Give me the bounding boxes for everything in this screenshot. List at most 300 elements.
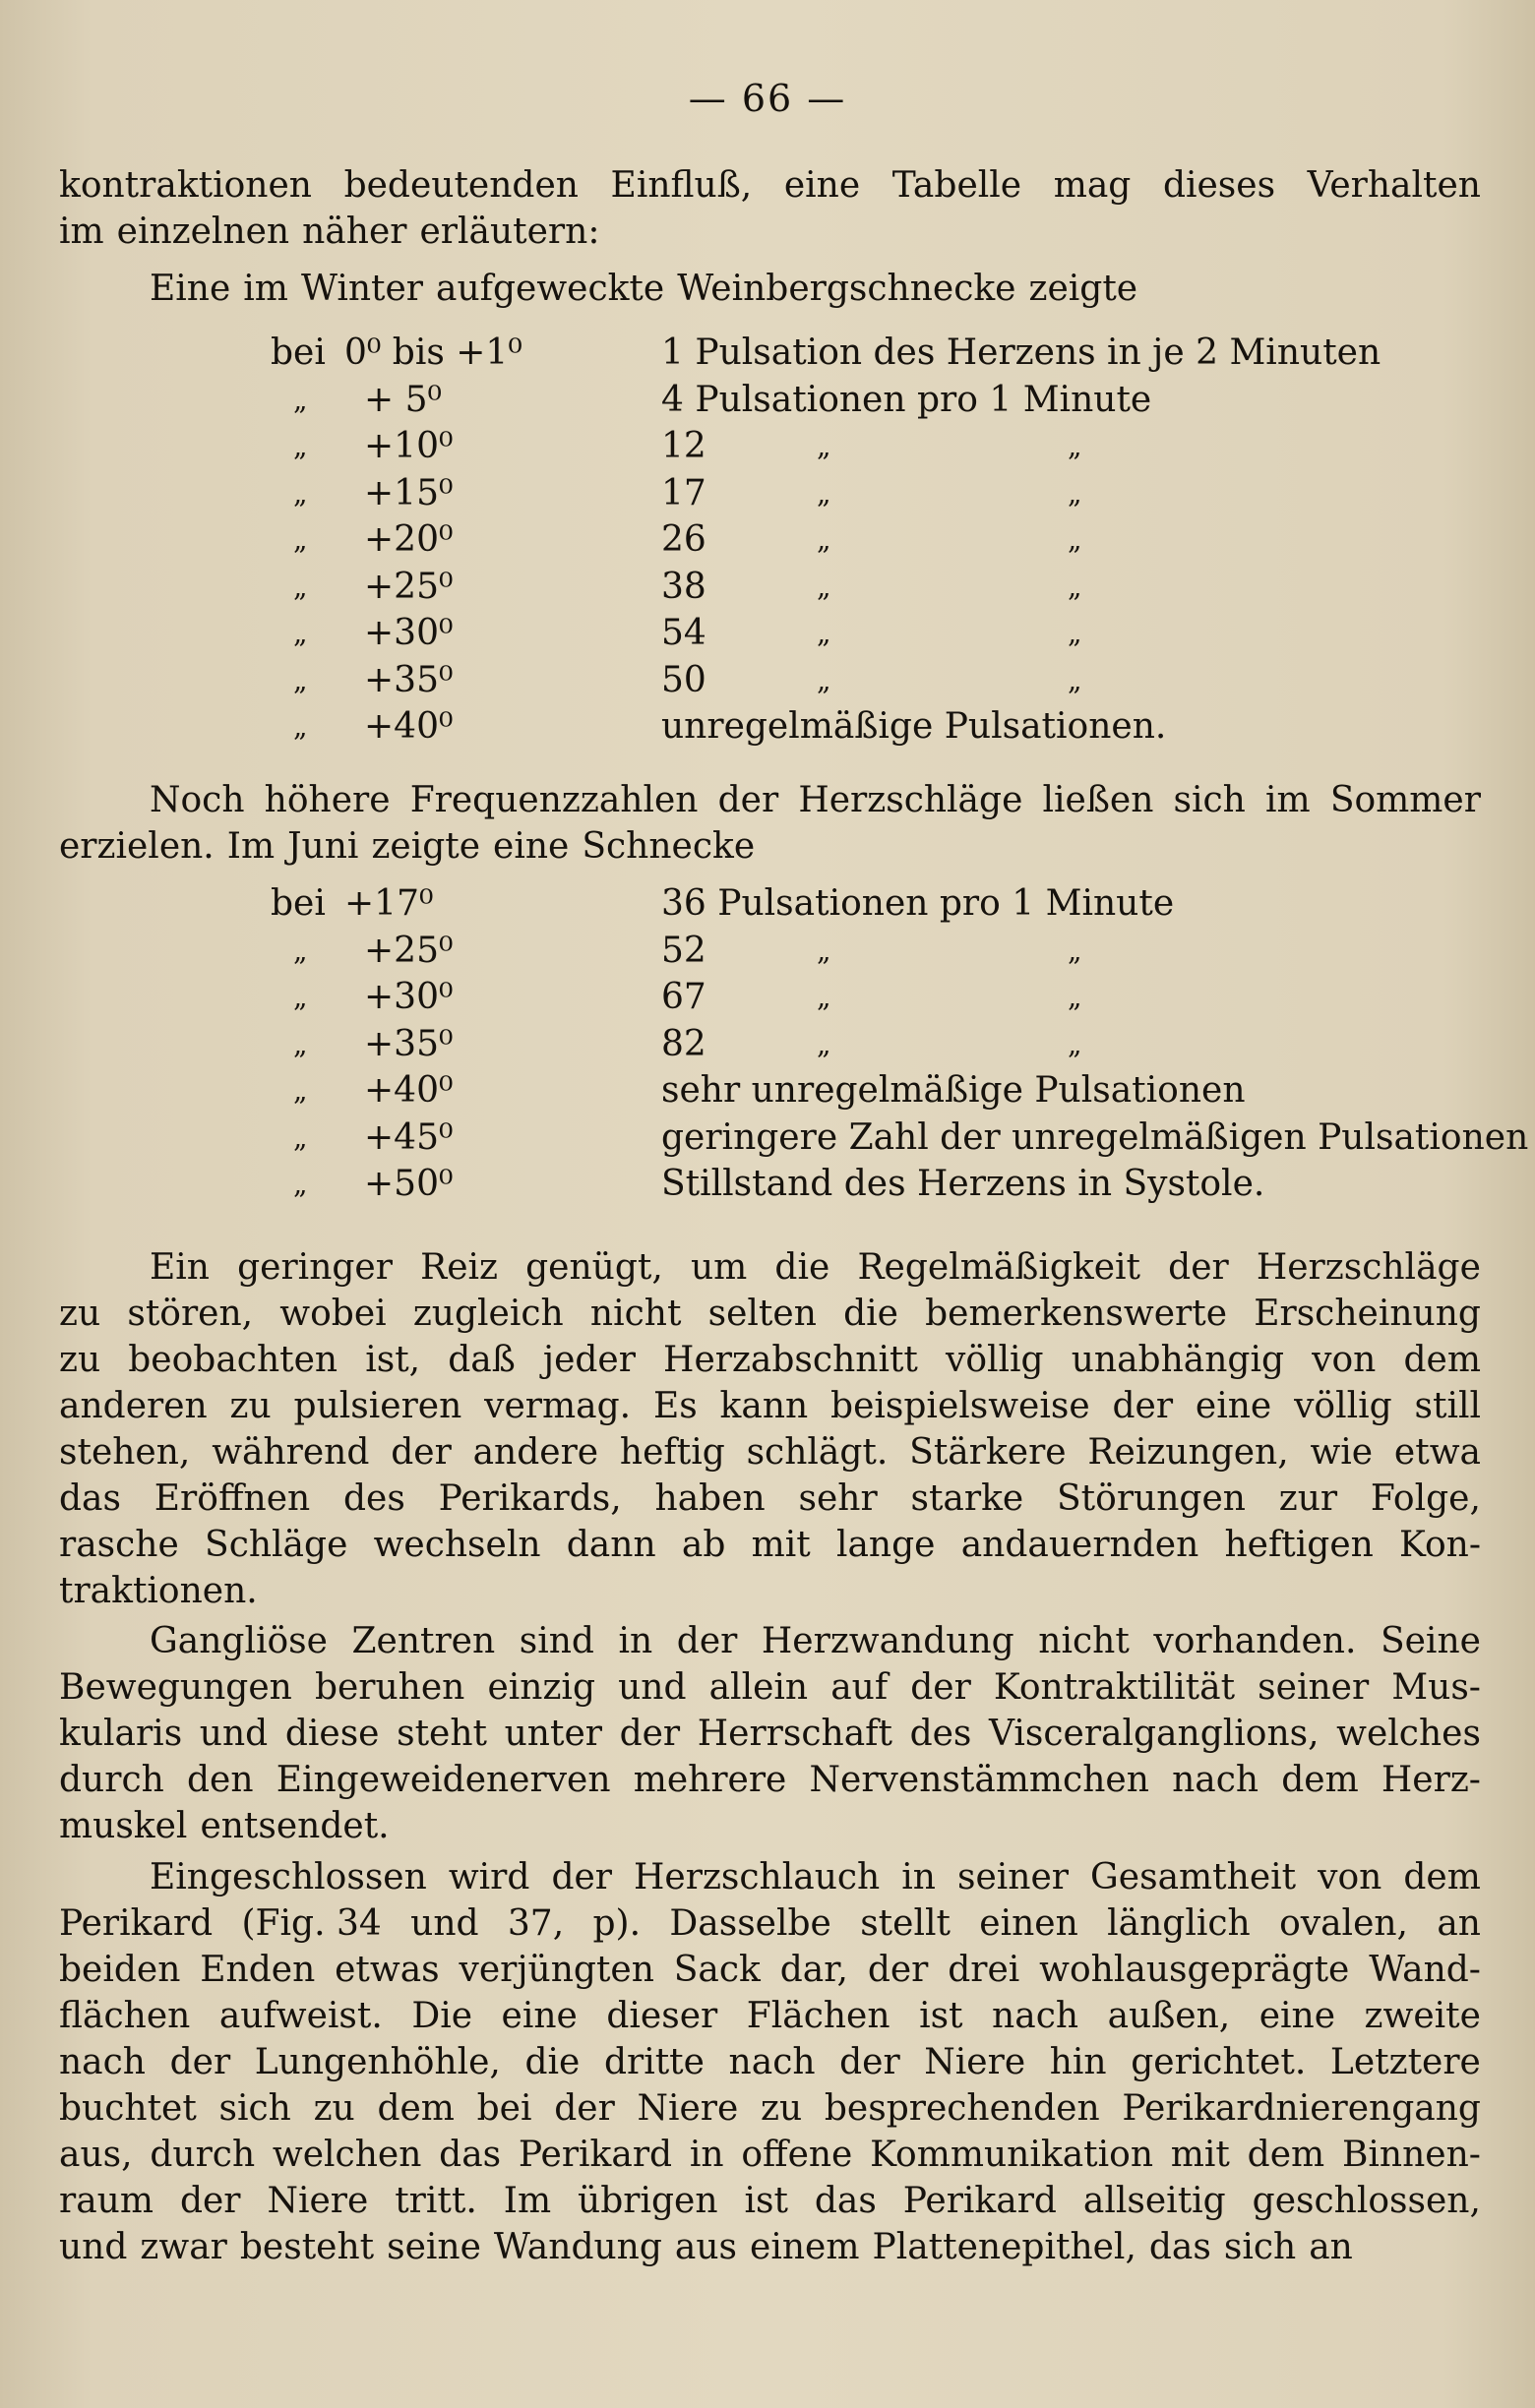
word: Reizungen, <box>1087 1432 1289 1473</box>
text-line <box>59 1522 1481 1568</box>
word: aus <box>674 2227 738 2267</box>
word: des <box>343 1478 405 1519</box>
word: zu <box>59 1340 101 1380</box>
summer-intro <box>59 777 1481 870</box>
word: Erscheinung <box>1254 1294 1481 1334</box>
text-line <box>59 1337 1481 1383</box>
word: heftigen <box>1224 1525 1374 1565</box>
winter-intro <box>59 266 1481 312</box>
word: Eingeweidenerven <box>276 1760 611 1800</box>
word: unabhängig <box>1071 1340 1285 1380</box>
word: zeigte <box>1028 269 1138 309</box>
word: der <box>839 2042 900 2082</box>
word: wobei <box>279 1294 387 1334</box>
word: (Fig. 34 <box>241 1903 382 1944</box>
word: Die <box>411 1996 473 2036</box>
table-row <box>0 974 1476 1020</box>
word: p). <box>592 1903 642 1944</box>
table-row <box>0 1021 1476 1067</box>
word: Herzschlauch <box>634 1857 881 1897</box>
word: zu <box>761 2088 803 2129</box>
text-line <box>59 1900 1481 1947</box>
word: stören, <box>127 1294 254 1334</box>
word: Winter <box>300 269 424 309</box>
pulse-rate: 38 <box>661 566 706 607</box>
table-row <box>0 703 1476 750</box>
word: in <box>901 1857 936 1897</box>
word: zu <box>313 2088 355 2129</box>
word: erzielen. <box>59 826 215 867</box>
word: wie <box>1310 1432 1374 1473</box>
word: das <box>439 2135 502 2175</box>
word: Wandung <box>493 2227 662 2267</box>
word: den <box>186 1760 254 1800</box>
word: starke <box>910 1478 1024 1519</box>
word: Noch <box>150 780 245 820</box>
page-number: — 66 — <box>688 77 847 120</box>
text-line <box>59 1568 1481 1614</box>
text-line <box>59 2085 1481 2132</box>
word: seine <box>387 2227 481 2267</box>
temperature: +25⁰ <box>364 930 454 971</box>
text-line <box>59 1803 1481 1849</box>
word: nach <box>1172 1760 1259 1800</box>
word: beispielsweise <box>830 1386 1090 1426</box>
word: kularis <box>59 1714 183 1754</box>
word: hin <box>1049 2042 1107 2082</box>
text-line <box>59 266 1481 312</box>
word: Herzabschnitt <box>663 1340 918 1380</box>
pulse-rate: 1 Pulsation des Herzens in je 2 Minuten <box>661 332 1382 373</box>
word: nach <box>728 2042 816 2082</box>
word: Nervenstämmchen <box>809 1760 1149 1800</box>
word: anderen <box>59 1386 208 1426</box>
word: bei <box>476 2088 532 2129</box>
word: jeder <box>542 1340 636 1380</box>
text-line <box>59 1757 1481 1803</box>
word: dem <box>1281 1760 1359 1800</box>
word: eine <box>1259 1996 1336 2036</box>
word: und <box>410 1903 479 1944</box>
word: Niere <box>924 2042 1026 2082</box>
word: zwar <box>140 2227 227 2267</box>
word: Eine <box>150 269 231 309</box>
word: durch <box>59 1760 164 1800</box>
word: Perikard <box>518 2135 673 2175</box>
word: Im <box>503 2181 552 2221</box>
word: flächen <box>59 1996 191 2036</box>
word: Flächen <box>746 1996 890 2036</box>
word: zugleich <box>412 1294 564 1334</box>
word: sich <box>218 2088 291 2129</box>
word: einzelnen <box>116 211 290 252</box>
word: stellt <box>860 1903 951 1944</box>
text-line <box>59 1664 1481 1711</box>
word: der <box>1112 1386 1174 1426</box>
word: aufgeweckte <box>436 269 665 309</box>
word: dritte <box>603 2042 705 2082</box>
word: Mus- <box>1391 1667 1481 1708</box>
text-line <box>59 2132 1481 2178</box>
table-row <box>0 330 1476 376</box>
word: Eingeschlossen <box>150 1857 427 1897</box>
word: zeigte <box>371 826 481 867</box>
text-line <box>59 1618 1481 1664</box>
word: vorhanden. <box>1153 1621 1357 1661</box>
word: Kon- <box>1399 1525 1481 1565</box>
word: Es <box>652 1386 698 1426</box>
paragraph-ganglien <box>59 1618 1481 1849</box>
word: Gesamtheit <box>1090 1857 1297 1897</box>
word: still <box>1414 1386 1481 1426</box>
temperature: +50⁰ <box>364 1164 454 1204</box>
pulse-rate: 82 <box>661 1023 706 1064</box>
word: einzig <box>487 1667 595 1708</box>
table-row <box>0 1114 1529 1161</box>
ditto-mark: „ <box>1068 617 1082 649</box>
ditto-mark: „ <box>1068 523 1082 556</box>
pulse-rate: unregelmäßige Pulsationen. <box>661 706 1167 747</box>
word: 37, <box>507 1903 565 1944</box>
text-line <box>59 823 1481 870</box>
word: kontraktionen <box>59 165 312 206</box>
temperature: + 5⁰ <box>364 379 442 420</box>
row-prefix: bei <box>271 883 326 924</box>
word: Herrschaft <box>697 1714 892 1754</box>
pulse-rate: sehr unregelmäßige Pulsationen <box>661 1070 1246 1111</box>
text-line <box>59 1475 1481 1522</box>
text-line <box>59 2178 1481 2224</box>
word: Lungenhöhle, <box>254 2042 501 2082</box>
word: aus, <box>59 2135 133 2175</box>
word: und <box>618 1667 687 1708</box>
word: geringer <box>237 1247 393 1288</box>
row-prefix: „ <box>293 1120 308 1154</box>
word: ist <box>919 1996 963 2036</box>
pulse-rate: 17 <box>661 472 706 513</box>
word: Verhalten <box>1307 165 1481 206</box>
word: völlig <box>1294 1386 1392 1426</box>
word: dann <box>566 1525 656 1565</box>
word: der <box>554 2088 615 2129</box>
word: und <box>199 1714 269 1754</box>
word: in <box>618 1621 653 1661</box>
word: drei <box>948 1950 1020 1990</box>
text-line <box>59 1854 1481 1900</box>
text-line <box>59 1383 1481 1429</box>
word: außen, <box>1107 1996 1231 2036</box>
word: dem <box>377 2088 455 2129</box>
pulse-rate: 4 Pulsationen pro 1 Minute <box>661 379 1152 420</box>
word: länglich <box>1107 1903 1251 1944</box>
word: Wand- <box>1369 1950 1481 1990</box>
word: der <box>867 1950 929 1990</box>
word: Herz- <box>1381 1760 1481 1800</box>
pulse-rate: Stillstand des Herzens in Systole. <box>661 1164 1265 1204</box>
row-prefix: „ <box>293 1027 308 1060</box>
word: beruhen <box>314 1667 465 1708</box>
word: nicht <box>589 1294 682 1334</box>
word: Zentren <box>351 1621 496 1661</box>
word: ovalen, <box>1279 1903 1408 1944</box>
word: Perikards, <box>438 1478 622 1519</box>
ditto-mark: „ <box>817 663 831 696</box>
word: genügt, <box>525 1247 663 1288</box>
table-row <box>0 1067 1476 1114</box>
word: raum <box>59 2181 154 2221</box>
word: Regelmäßigkeit <box>857 1247 1141 1288</box>
word: bemerkenswerte <box>925 1294 1228 1334</box>
row-prefix: „ <box>293 981 308 1013</box>
word: von <box>1312 1340 1377 1380</box>
word: Folge, <box>1370 1478 1481 1519</box>
word: Gangliöse <box>150 1621 328 1661</box>
word: einen <box>979 1903 1078 1944</box>
pulse-rate: 36 Pulsationen pro 1 Minute <box>661 883 1175 924</box>
word: der <box>910 1667 971 1708</box>
word: an <box>1309 2227 1353 2267</box>
word: zu <box>59 1294 101 1334</box>
word: Tabelle <box>891 165 1022 206</box>
word: erläutern: <box>419 211 600 252</box>
word: besteht <box>239 2227 375 2267</box>
table-row <box>0 423 1476 469</box>
row-prefix: „ <box>293 523 308 556</box>
word: des <box>909 1714 972 1754</box>
word: stehen, <box>59 1432 191 1473</box>
row-prefix: bei <box>271 332 326 373</box>
word: dem <box>1247 2135 1325 2175</box>
word: entsendet. <box>200 1806 390 1846</box>
word: wohlausgeprägte <box>1039 1950 1350 1990</box>
row-prefix: „ <box>293 570 308 603</box>
word: die <box>524 2042 581 2082</box>
word: geschlossen, <box>1252 2181 1481 2221</box>
temperature: 0⁰ bis +1⁰ <box>344 332 522 373</box>
word: der <box>551 1857 612 1897</box>
word: die <box>843 1294 898 1334</box>
word: traktionen. <box>59 1571 258 1611</box>
word: ab <box>681 1525 726 1565</box>
temperature: +10⁰ <box>364 426 454 466</box>
ditto-mark: „ <box>817 523 831 556</box>
temperature: +45⁰ <box>364 1116 454 1158</box>
word: in <box>689 2135 724 2175</box>
row-prefix: „ <box>293 1074 308 1107</box>
word: an <box>1437 1903 1481 1944</box>
row-prefix: „ <box>293 1168 308 1200</box>
word: etwas <box>335 1950 440 1990</box>
table-row <box>0 377 1476 423</box>
text-line <box>59 209 1481 255</box>
word: sich <box>1173 780 1246 820</box>
word: Störungen <box>1057 1478 1246 1519</box>
word: unter <box>504 1714 602 1754</box>
word: welchen <box>272 2135 422 2175</box>
row-prefix: „ <box>293 430 308 462</box>
word: ließen <box>1042 780 1154 820</box>
word: Im <box>226 826 276 867</box>
word: Schnecke <box>582 826 756 867</box>
word: näher <box>302 211 407 252</box>
word: welches <box>1336 1714 1481 1754</box>
text-line <box>59 1244 1481 1291</box>
word: Visceralganglions, <box>989 1714 1320 1754</box>
word: andauernden <box>960 1525 1199 1565</box>
text-line <box>59 2039 1481 2085</box>
word: aufweist. <box>218 1996 383 2036</box>
ditto-mark: „ <box>1068 663 1082 696</box>
temperature: +30⁰ <box>364 977 454 1017</box>
word: wird <box>448 1857 530 1897</box>
word: das <box>59 1478 121 1519</box>
temperature: +25⁰ <box>364 566 454 607</box>
temperature: +40⁰ <box>364 1070 454 1111</box>
word: steht <box>397 1714 487 1754</box>
ditto-mark: „ <box>817 430 831 462</box>
word: der <box>391 1432 452 1473</box>
ditto-mark: „ <box>1068 476 1082 510</box>
word: Perikardnierengang <box>1122 2088 1481 2129</box>
paragraph-reiz <box>59 1244 1481 1614</box>
word: dem <box>1403 1340 1481 1380</box>
word: dieses <box>1162 165 1276 206</box>
ditto-mark: „ <box>1068 1027 1082 1060</box>
word: im <box>1265 780 1311 820</box>
word: höhere <box>264 780 391 820</box>
word: schlägt. <box>746 1432 889 1473</box>
word: Sommer <box>1329 780 1481 820</box>
word: sehr <box>798 1478 878 1519</box>
word: mit <box>1170 2135 1230 2175</box>
table-row <box>0 564 1476 610</box>
word: im <box>59 211 104 252</box>
word: Frequenzzahlen <box>409 780 699 820</box>
word: sich <box>1223 2227 1297 2267</box>
word: Kommunikation <box>870 2135 1154 2175</box>
word: dem <box>1403 1857 1481 1897</box>
word: rasche <box>59 1525 179 1565</box>
ditto-mark: „ <box>817 981 831 1013</box>
word: der <box>676 1621 738 1661</box>
pulse-rate: 52 <box>661 930 706 971</box>
word: von <box>1318 1857 1382 1897</box>
word: Perikard <box>59 1903 214 1944</box>
word: Reiz <box>420 1247 498 1288</box>
word: Juni <box>287 826 359 867</box>
temperature: +30⁰ <box>364 613 454 653</box>
word: tritt. <box>395 2181 477 2221</box>
word: das <box>814 2181 877 2221</box>
table-row <box>0 610 1476 656</box>
word: das <box>1148 2227 1211 2267</box>
word: eine <box>1195 1386 1272 1426</box>
word: Niere <box>267 2181 369 2221</box>
word: nach <box>59 2042 146 2082</box>
ditto-mark: „ <box>1068 430 1082 462</box>
word: kann <box>719 1386 809 1426</box>
word: ist, <box>365 1340 421 1380</box>
word: dieser <box>606 1996 718 2036</box>
word: dar, <box>779 1950 848 1990</box>
word: etwa <box>1393 1432 1481 1473</box>
word: während <box>212 1432 370 1473</box>
temperature: +35⁰ <box>364 659 454 700</box>
text-line <box>59 1429 1481 1475</box>
text-line <box>59 1291 1481 1337</box>
text-line <box>59 1993 1481 2039</box>
word: Herzwandung <box>761 1621 1014 1661</box>
word: einem <box>750 2227 860 2267</box>
word: Plattenepithel, <box>872 2227 1136 2267</box>
word: mit <box>751 1525 811 1565</box>
word: besprechenden <box>824 2088 1100 2129</box>
word: eine <box>493 826 570 867</box>
pulse-rate: 26 <box>661 519 706 560</box>
table-row <box>0 657 1476 703</box>
word: Ein <box>150 1247 210 1288</box>
word: Schläge <box>205 1525 348 1565</box>
row-prefix: „ <box>293 476 308 510</box>
word: Sack <box>673 1950 761 1990</box>
table-row <box>0 1161 1476 1207</box>
ditto-mark: „ <box>817 1027 831 1060</box>
word: völlig <box>946 1340 1044 1380</box>
word: lange <box>835 1525 936 1565</box>
row-prefix: „ <box>293 383 308 416</box>
pulse-rate: 54 <box>661 613 706 653</box>
word: Letztere <box>1329 2042 1481 2082</box>
word: Binnen- <box>1341 2135 1481 2175</box>
ditto-mark: „ <box>1068 981 1082 1013</box>
word: allein <box>708 1667 809 1708</box>
word: auf <box>830 1667 889 1708</box>
text-line <box>59 1711 1481 1757</box>
pulse-rate: 50 <box>661 659 706 700</box>
word: bedeutenden <box>343 165 579 206</box>
word: Eröffnen <box>154 1478 311 1519</box>
word: im <box>243 269 288 309</box>
pulse-rate: geringere Zahl der unregelmäßigen Pulsationen <box>661 1116 1529 1158</box>
word: Dasselbe <box>669 1903 831 1944</box>
word: eine <box>501 1996 578 2036</box>
word: der <box>619 1714 681 1754</box>
temperature: +40⁰ <box>364 706 454 747</box>
ditto-mark: „ <box>817 617 831 649</box>
word: Perikard <box>902 2181 1057 2221</box>
word: ist <box>744 2181 788 2221</box>
word: andere <box>472 1432 599 1473</box>
word: durch <box>150 2135 256 2175</box>
word: Enden <box>200 1950 316 1990</box>
word: nicht <box>1038 1621 1130 1661</box>
table-row <box>0 516 1476 563</box>
ditto-mark: „ <box>1068 933 1082 967</box>
word: pulsieren <box>293 1386 462 1426</box>
word: seiner <box>1258 1667 1370 1708</box>
word: mehrere <box>633 1760 787 1800</box>
temperature: +15⁰ <box>364 472 454 513</box>
word: buchtet <box>59 2088 197 2129</box>
word: der <box>1168 1247 1229 1288</box>
word: Stärkere <box>909 1432 1067 1473</box>
word: der <box>179 2181 241 2221</box>
word: die <box>774 1247 830 1288</box>
ditto-mark: „ <box>817 933 831 967</box>
word: und <box>59 2227 128 2267</box>
word: nach <box>992 1996 1079 2036</box>
word: mag <box>1053 165 1132 206</box>
